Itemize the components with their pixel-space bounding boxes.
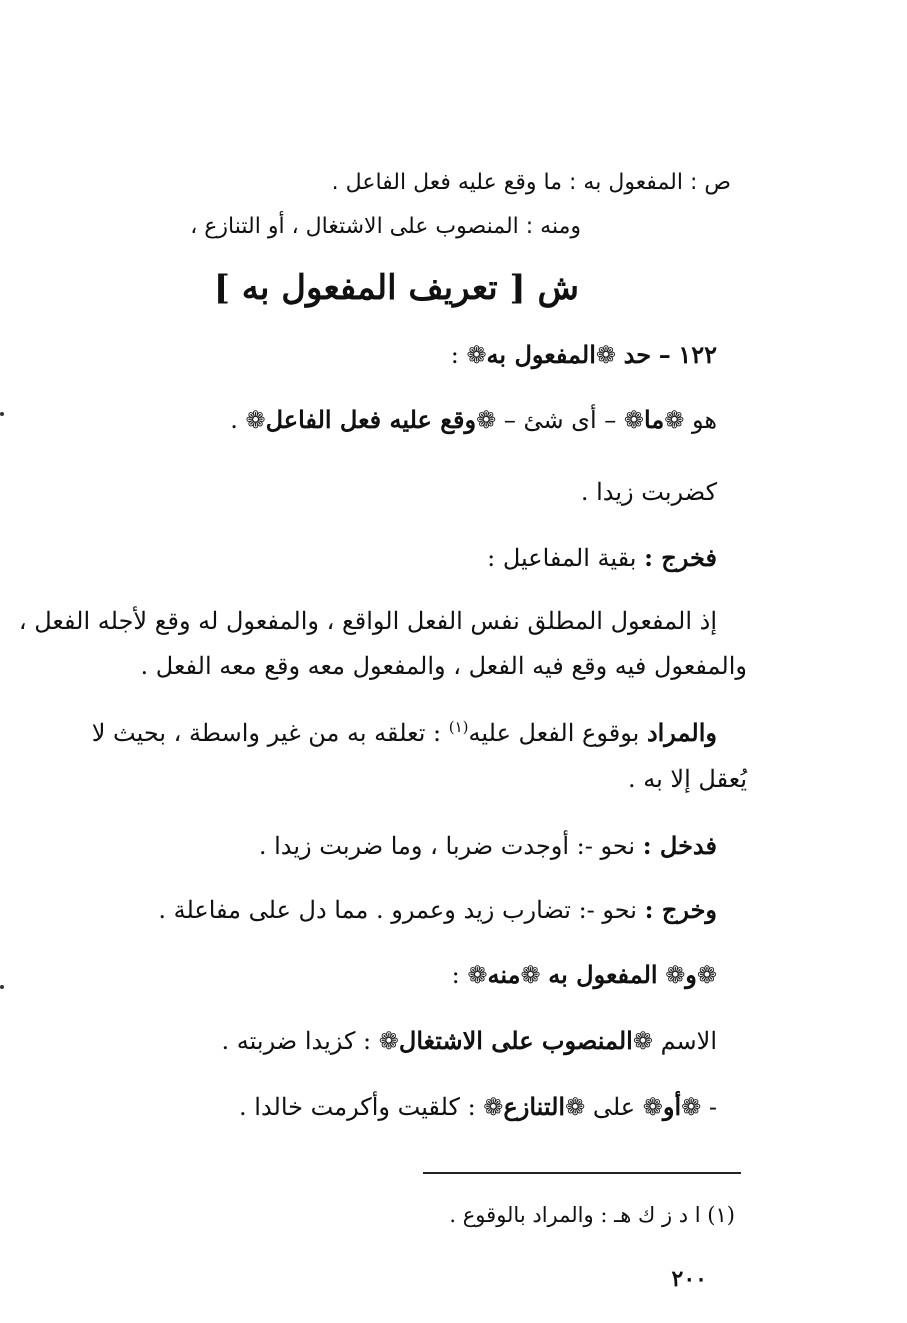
hadd-word: حد: [623, 340, 652, 369]
item-number: ١٢٢: [678, 340, 717, 369]
paragraph-tanazu: [239, 1090, 717, 1124]
text-line: إذ المفعول المطلق نفس الفعل الواقع ، والمفعول له وقع لأجله الفعل ،: [18, 607, 717, 635]
example-text: كضربت زيدا .: [580, 478, 717, 506]
example: : كلقيت وأكرمت خالدا .: [239, 1093, 476, 1121]
ornament-close: ❁: [483, 1093, 504, 1121]
ornament-open: ❁: [696, 961, 717, 989]
paragraph-minhu: [452, 958, 717, 992]
ornament-open: ❁: [595, 341, 616, 369]
footnote-ref: (١): [448, 718, 469, 736]
term: المفعول به: [486, 340, 596, 369]
text: بوقوع الفعل عليه: [468, 719, 640, 747]
huwa: هو: [691, 406, 717, 434]
ism: الاسم: [660, 1027, 717, 1055]
term: المفعول به: [548, 960, 658, 989]
dash: -: [708, 1093, 717, 1121]
example: : كزيدا ضربته .: [221, 1027, 372, 1055]
ornament-open: ❁: [520, 961, 541, 989]
ornament-close: ❁: [642, 1093, 663, 1121]
ornament-close: ❁: [467, 961, 488, 989]
minhu: منه: [487, 960, 521, 989]
paragraph-kharaja-2: [158, 893, 717, 927]
ornament-open: ❁: [632, 1027, 653, 1055]
label-kharaja: فخرج :: [644, 543, 717, 572]
footnote: [449, 1198, 735, 1232]
dash: –: [658, 340, 671, 369]
page-number-text: ٢٠٠: [671, 1266, 707, 1292]
term: التنازع: [503, 1092, 566, 1121]
waw: و: [685, 960, 697, 989]
matn-line-1: [332, 166, 731, 200]
heading-marker: ش: [537, 268, 579, 308]
paragraph-dakhala: [259, 829, 717, 863]
text: نحو -: تضارب زيد وعمرو . مما دل على مفاعلة .: [158, 896, 637, 924]
paragraph-fakharaja: [487, 541, 717, 575]
paragraph-ishtighal: [222, 1024, 717, 1058]
text-line: والمفعول فيه وقع فيه الفعل ، والمفعول معه وقع معه الفعل .: [140, 652, 747, 680]
label-dakhala: فدخل :: [642, 831, 717, 860]
paragraph-idh-line-2: [141, 649, 747, 683]
section-heading: [214, 266, 579, 310]
margin-speck: [0, 985, 4, 989]
ornament-close: ❁: [466, 341, 487, 369]
text-line: يُعقل إلا به .: [628, 765, 747, 793]
ornament-close: ❁: [378, 1027, 399, 1055]
ornament-close: ❁: [623, 406, 645, 434]
label-murad: والمراد: [646, 718, 717, 747]
matn-text-2: ومنه : المنصوب على الاشتغال ، أو التنازع ،: [190, 214, 581, 239]
paragraph-murad-line-1: [92, 716, 717, 750]
matn-marker: ص: [704, 170, 731, 195]
ma-word: ما: [644, 405, 665, 434]
colon: :: [450, 341, 459, 369]
text: : تعلقه به من غير واسطة ، بحيث لا: [91, 719, 442, 747]
paragraph-definition: [230, 403, 717, 437]
footnote-rule: [423, 1172, 741, 1174]
label-kharaja: وخرج :: [644, 895, 717, 924]
paragraph-idh-line-1: [19, 604, 717, 638]
ornament-open: ❁: [565, 1093, 586, 1121]
ala: على: [592, 1093, 636, 1121]
matn-line-2: [190, 210, 581, 244]
margin-speck: [0, 412, 4, 416]
colon: :: [451, 961, 460, 989]
explanation: – أى شئ –: [503, 406, 617, 434]
paragraph-murad-line-2: [628, 762, 747, 796]
text: نحو -: أوجدت ضربا ، وما ضربت زيدا .: [258, 832, 636, 860]
ornament-open: ❁: [681, 1093, 702, 1121]
example-line: [581, 475, 717, 509]
ornament-close: ❁: [665, 961, 686, 989]
period: .: [230, 406, 238, 434]
term: المنصوب على الاشتغال: [398, 1026, 633, 1055]
footnote-text: (١) ا د ز ك هـ : والمراد بالوقوع .: [449, 1203, 735, 1227]
paragraph-122: [451, 338, 717, 372]
kharaja-text: بقية المفاعيل :: [487, 544, 637, 572]
heading-text: [ تعريف المفعول به ]: [213, 268, 526, 308]
ornament-close: ❁: [245, 406, 266, 434]
ornament-open: ❁: [476, 406, 497, 434]
matn-text-1: : المفعول به : ما وقع عليه فعل الفاعل .: [331, 170, 698, 195]
ornament-open: ❁: [664, 406, 685, 434]
definition-text: وقع عليه فعل الفاعل: [265, 405, 477, 434]
aw: أو: [662, 1092, 682, 1121]
page-number: [672, 1262, 707, 1296]
